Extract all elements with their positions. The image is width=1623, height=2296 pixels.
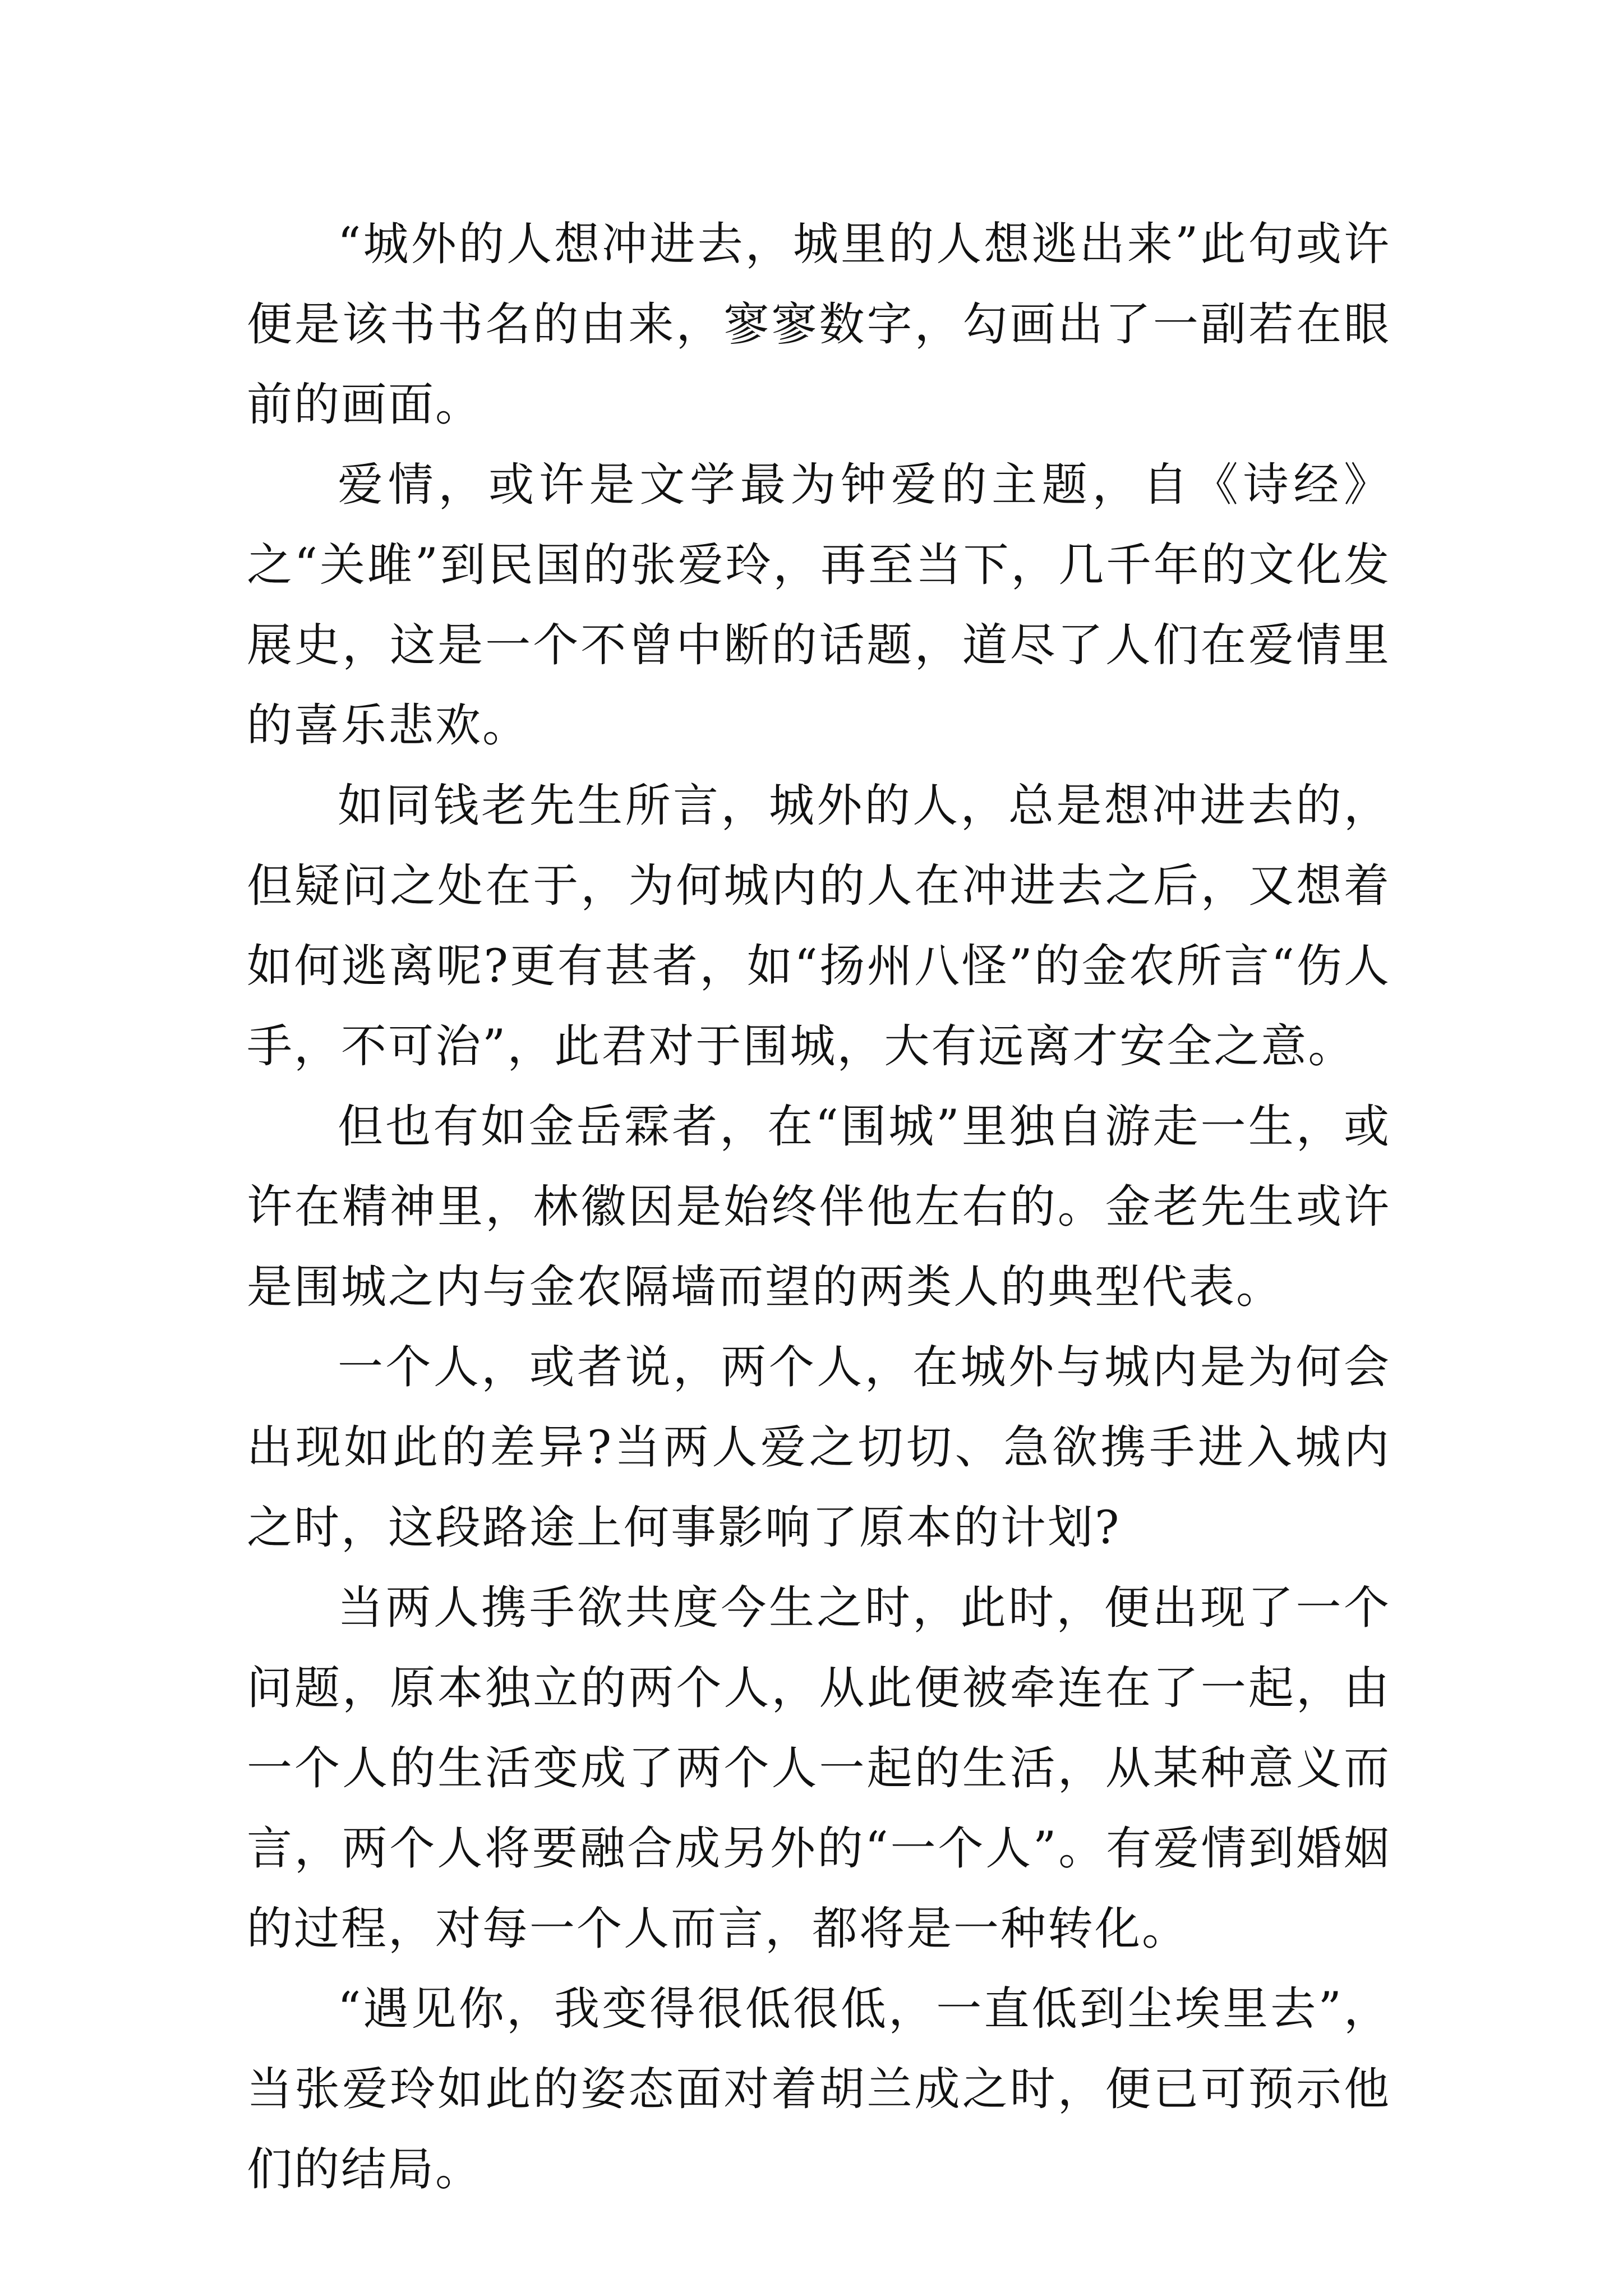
paragraph-3: 如同钱老先生所言，城外的人，总是想冲进去的，但疑问之处在于，为何城内的人在冲进去之后，又想着如何逃离呢?更有甚者，如“扬州八怪”的金农所言“伤人手，不可治”，此君对于围城，大有远离才安全之意。 — [247, 780, 1391, 1073]
paragraph-2: 爱情，或许是文学最为钟爱的主题，自《诗经》之“关雎”到民国的张爱玲，再至当下，几千年的文化发展史，这是一个不曾中断的话题，道尽了人们在爱情里的喜乐悲欢。 — [247, 459, 1391, 752]
paragraph-1: “城外的人想冲进去，城里的人想逃出来”此句或许便是该书书名的由来，寥寥数字，勾画出了一副若在眼前的画面。 — [247, 218, 1391, 431]
paragraph-7: “遇见你，我变得很低很低，一直低到尘埃里去”，当张爱玲如此的姿态面对着胡兰成之时，便已可预示他们的结局。 — [247, 1983, 1391, 2196]
body-text — [247, 205, 1391, 2210]
paragraph-4: 但也有如金岳霖者，在“围城”里独自游走一生，或许在精神里，林徽因是始终伴他左右的。金老先生或许是围城之内与金农隔墙而望的两类人的典型代表。 — [247, 1101, 1391, 1314]
paragraph-5: 一个人，或者说，两个人，在城外与城内是为何会出现如此的差异?当两人爱之切切、急欲携手进入城内之时，这段路途上何事影响了原本的计划? — [247, 1341, 1391, 1554]
paragraph-6: 当两人携手欲共度今生之时，此时，便出现了一个问题，原本独立的两个人，从此便被牵连在了一起，由一个人的生活变成了两个人一起的生活，从某种意义而言，两个人将要融合成另外的“一个人”。有爱情到婚姻的过程，对每一个人而言，都将是一种转化。 — [247, 1582, 1391, 1955]
